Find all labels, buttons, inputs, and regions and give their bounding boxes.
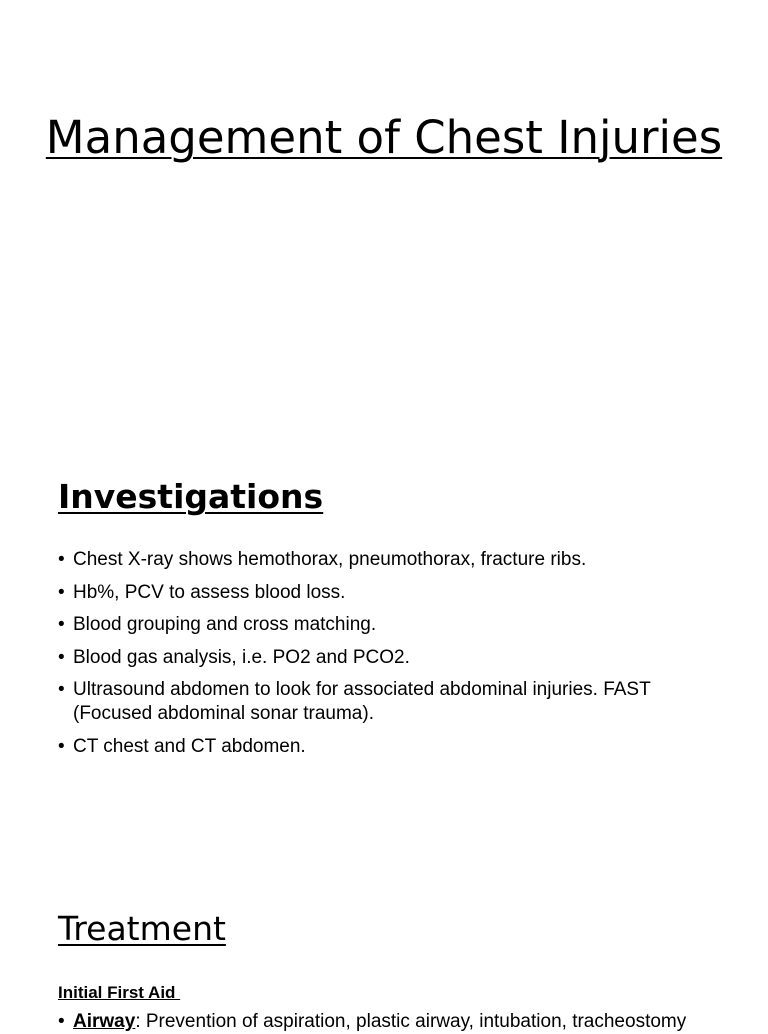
list-item: • CT chest and CT abdomen. [58,735,708,759]
airway-description: : Prevention of aspiration, plastic airway, intubation, tracheostomy [135,1011,687,1032]
list-item: • Blood gas analysis, i.e. PO2 and PCO2. [58,646,708,670]
list-item: • Chest X-ray shows hemothorax, pneumothorax, fracture ribs. [58,548,708,572]
list-item: • Hb%, PCV to assess blood loss. [58,581,708,605]
list-item: • Ultrasound abdomen to look for associated abdominal injuries. FAST (Focused abdominal sonar trauma). [58,678,708,726]
list-item: • Blood grouping and cross matching. [58,613,708,637]
investigations-list [58,548,708,767]
investigations-heading: Investigations [58,477,324,516]
airway-term: Airway [73,1011,136,1032]
list-item [58,1010,768,1034]
initial-first-aid-subheading: Initial First Aid [58,983,181,1002]
page-title: Management of Chest Injuries [45,111,723,164]
treatment-heading: Treatment [58,909,226,948]
